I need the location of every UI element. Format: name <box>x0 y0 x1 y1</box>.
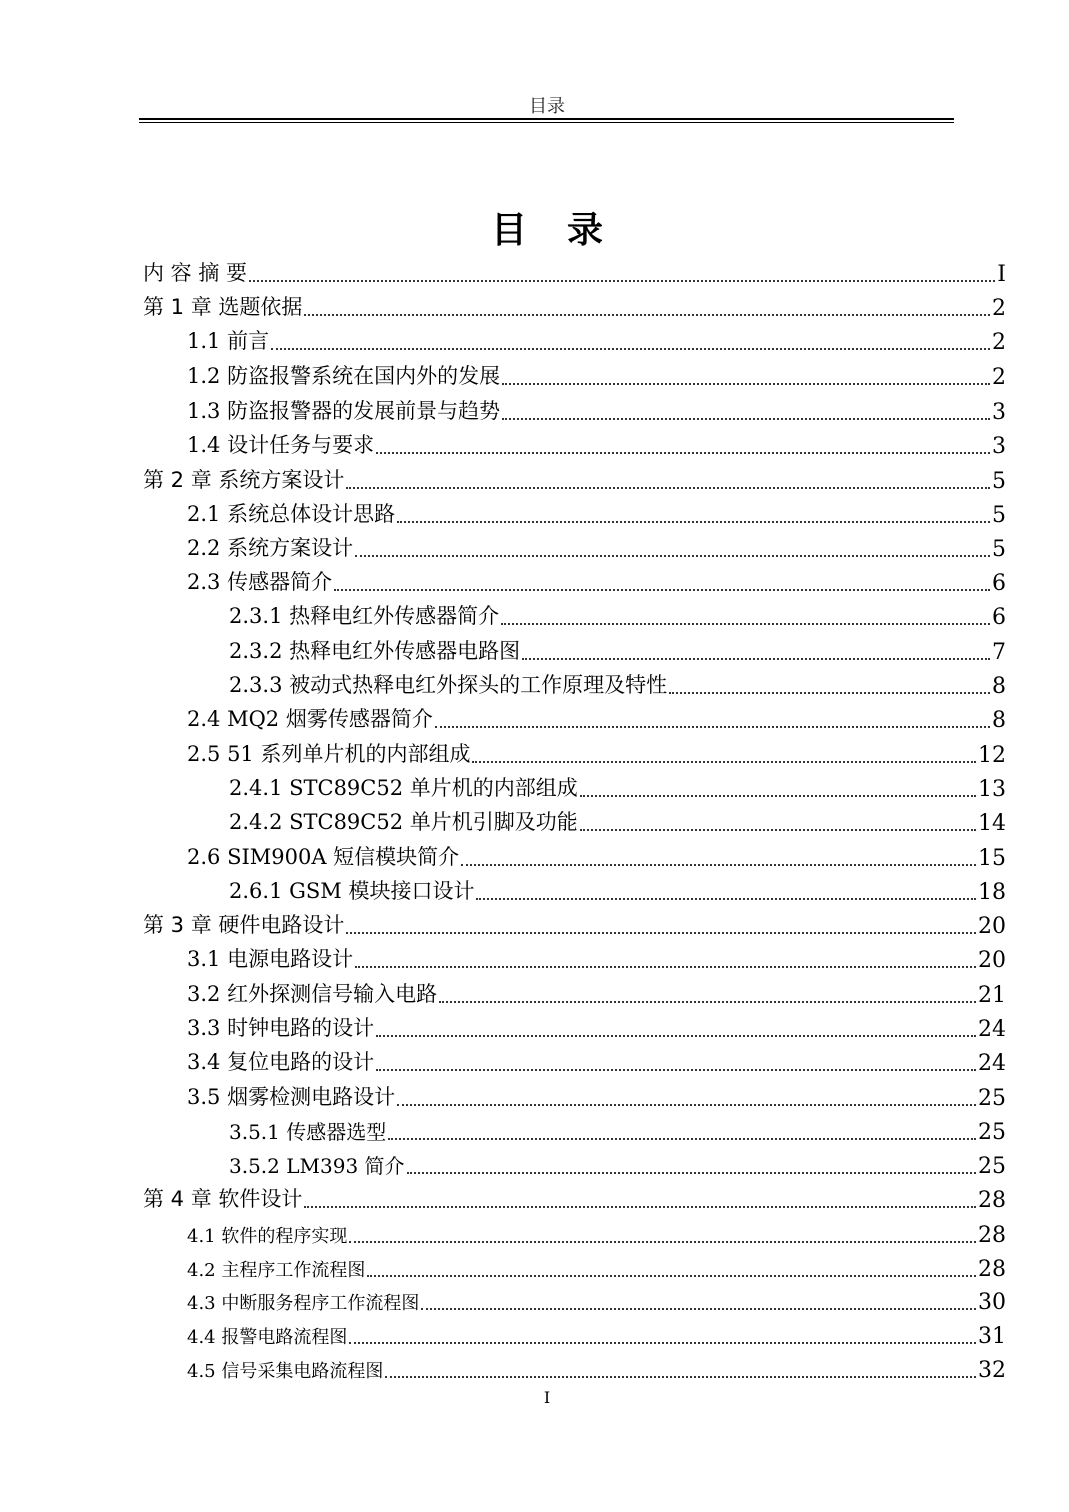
toc-entry[interactable] <box>143 253 1006 287</box>
toc-entry-page: 2 <box>992 365 1006 390</box>
toc-entry-page: 7 <box>992 640 1006 665</box>
toc-entry[interactable] <box>143 974 1006 1008</box>
dot-leader <box>367 1275 976 1277</box>
toc-entry[interactable] <box>143 665 1006 699</box>
toc-entry-page: 32 <box>978 1358 1006 1383</box>
toc-entry-title: 4.3 中断服务程序工作流程图 <box>187 1293 420 1314</box>
toc-entry[interactable] <box>143 871 1006 905</box>
toc-entry[interactable] <box>143 1315 1006 1349</box>
dot-leader <box>304 314 990 316</box>
toc-entry-page: 25 <box>978 1086 1006 1111</box>
toc-entry[interactable] <box>143 596 1006 630</box>
toc-entry-page: 5 <box>992 537 1006 562</box>
toc-entry[interactable] <box>143 1008 1006 1042</box>
dot-leader <box>669 692 990 694</box>
toc-entry-title: 1.4 设计任务与要求 <box>187 433 375 457</box>
dot-leader <box>502 383 990 385</box>
toc-entry[interactable] <box>143 1111 1006 1145</box>
toc-entry-title: 2.6.1 GSM 模块接口设计 <box>229 879 475 903</box>
toc-entry-page: 24 <box>978 1017 1006 1042</box>
page-number: I <box>543 1388 551 1407</box>
toc-entry-title: 第 2 章 系统方案设计 <box>143 468 345 492</box>
toc-entry[interactable] <box>143 494 1006 528</box>
toc-entry-title: 内 容 摘 要 <box>143 261 248 285</box>
dot-leader <box>346 487 990 489</box>
toc-entry-title: 4.5 信号采集电路流程图 <box>187 1361 384 1382</box>
toc-entry-title: 第 3 章 硬件电路设计 <box>143 913 345 937</box>
toc-entry-title: 1.3 防盗报警器的发展前景与趋势 <box>187 399 501 423</box>
toc-entry-page: 24 <box>978 1051 1006 1076</box>
toc-entry-title: 2.6 SIM900A 短信模块简介 <box>187 845 460 869</box>
toc-entry-title: 2.3.2 热释电红外传感器电路图 <box>229 639 521 663</box>
toc-entry-title: 2.1 系统总体设计思路 <box>187 502 396 526</box>
toc-entry-title: 2.3.3 被动式热释电红外探头的工作原理及特性 <box>229 673 668 697</box>
toc-entry[interactable] <box>143 425 1006 459</box>
toc-entry-page: 12 <box>978 743 1006 768</box>
dot-leader <box>397 1104 976 1106</box>
toc-entry-page: 3 <box>992 434 1006 459</box>
dot-leader <box>580 795 976 797</box>
toc-entry-title: 1.1 前言 <box>187 329 270 353</box>
toc-entry-title: 2.3 传感器简介 <box>187 570 333 594</box>
toc-entry-title: 3.5.2 LM393 简介 <box>229 1154 405 1178</box>
toc-entry-title: 2.2 系统方案设计 <box>187 536 354 560</box>
dot-leader <box>271 348 990 350</box>
toc-entry-title: 3.4 复位电路的设计 <box>187 1050 375 1074</box>
toc-entry-page: 2 <box>992 330 1006 355</box>
toc-entry-title: 4.2 主程序工作流程图 <box>187 1260 366 1281</box>
toc-entry-page: I <box>997 262 1006 287</box>
toc-entry-title: 3.3 时钟电路的设计 <box>187 1016 375 1040</box>
toc-entry-page: 21 <box>978 983 1006 1008</box>
toc-entry-title: 1.2 防盗报警系统在国内外的发展 <box>187 364 501 388</box>
toc-entry-page: 6 <box>992 571 1006 596</box>
dot-leader <box>421 1308 976 1310</box>
toc-entry[interactable] <box>143 356 1006 390</box>
dot-leader <box>355 966 976 968</box>
toc-entry-title: 3.1 电源电路设计 <box>187 947 354 971</box>
dot-leader <box>502 418 990 420</box>
dot-leader <box>580 829 976 831</box>
dot-leader <box>349 1241 976 1243</box>
toc-entry[interactable] <box>143 768 1006 802</box>
toc-entry[interactable] <box>143 391 1006 425</box>
toc-entry-page: 30 <box>978 1290 1006 1315</box>
toc-entry-page: 18 <box>978 880 1006 905</box>
toc-entry-page: 15 <box>978 846 1006 871</box>
toc-entry-page: 25 <box>978 1120 1006 1145</box>
dot-leader <box>501 623 990 625</box>
toc-entry[interactable] <box>143 905 1006 939</box>
toc-entry-page: 28 <box>978 1257 1006 1282</box>
dot-leader <box>435 726 990 728</box>
toc-entry-title: 2.4 MQ2 烟雾传感器简介 <box>187 707 433 731</box>
toc-entry-page: 6 <box>992 605 1006 630</box>
toc-entry[interactable] <box>143 1145 1006 1179</box>
dot-leader <box>397 521 990 523</box>
toc-entry[interactable] <box>143 1281 1006 1315</box>
toc-entry[interactable] <box>143 562 1006 596</box>
toc-entry[interactable] <box>143 1248 1006 1282</box>
toc-entry[interactable] <box>143 734 1006 768</box>
dot-leader <box>388 1138 976 1140</box>
toc-entry-page: 13 <box>978 777 1006 802</box>
dot-leader <box>376 1035 976 1037</box>
dot-leader <box>346 932 976 934</box>
dot-leader <box>385 1376 976 1378</box>
toc-entry-page: 20 <box>978 914 1006 939</box>
toc-entry-page: 5 <box>992 469 1006 494</box>
dot-leader <box>304 1206 976 1208</box>
toc-entry[interactable] <box>143 837 1006 871</box>
toc-entry-title: 3.5.1 传感器选型 <box>229 1120 387 1144</box>
dot-leader <box>472 761 976 763</box>
toc-entry[interactable] <box>143 699 1006 733</box>
toc-entry[interactable] <box>143 802 1006 836</box>
header-rule <box>139 118 954 120</box>
toc-entry-title: 4.4 报警电路流程图 <box>187 1327 348 1348</box>
running-header: 目录 <box>529 96 565 117</box>
toc-entry[interactable] <box>143 287 1006 321</box>
toc-entry[interactable] <box>143 460 1006 494</box>
dot-leader <box>376 1069 976 1071</box>
toc-entry-page: 5 <box>992 503 1006 528</box>
toc-title: 目录 <box>490 210 643 251</box>
dot-leader <box>407 1172 976 1174</box>
toc-entry[interactable] <box>143 1214 1006 1248</box>
toc-entry[interactable] <box>143 528 1006 562</box>
toc-entry-page: 20 <box>978 948 1006 973</box>
dot-leader <box>249 280 995 282</box>
toc-entry[interactable] <box>143 1042 1006 1076</box>
toc-entry-page: 31 <box>978 1324 1006 1349</box>
toc-entry-title: 4.1 软件的程序实现 <box>187 1226 348 1247</box>
toc-entry-title: 2.3.1 热释电红外传感器简介 <box>229 604 500 628</box>
header-rule-thin <box>139 122 954 123</box>
toc-entry[interactable] <box>143 631 1006 665</box>
toc-entry-page: 25 <box>978 1154 1006 1179</box>
dot-leader <box>376 452 990 454</box>
toc-entry-title: 第 1 章 选题依据 <box>143 295 303 319</box>
dot-leader <box>439 1001 976 1003</box>
dot-leader <box>334 589 990 591</box>
toc-entry-page: 8 <box>992 708 1006 733</box>
toc-entry-title: 2.4.2 STC89C52 单片机引脚及功能 <box>229 810 578 834</box>
toc-entry[interactable] <box>143 1349 1006 1383</box>
toc-entry-title: 3.2 红外探测信号输入电路 <box>187 982 438 1006</box>
toc-entry-title: 2.4.1 STC89C52 单片机的内部组成 <box>229 776 578 800</box>
toc-entry[interactable] <box>143 939 1006 973</box>
dot-leader <box>476 898 976 900</box>
toc-entry-page: 14 <box>978 811 1006 836</box>
toc-entry-page: 8 <box>992 674 1006 699</box>
toc-entry-page: 28 <box>978 1188 1006 1213</box>
toc-entry-page: 3 <box>992 400 1006 425</box>
toc-entry-page: 28 <box>978 1223 1006 1248</box>
toc-entry[interactable] <box>143 1179 1006 1213</box>
dot-leader <box>461 864 976 866</box>
toc-entry[interactable] <box>143 1077 1006 1111</box>
dot-leader <box>355 555 990 557</box>
toc-entry-title: 2.5 51 系列单片机的内部组成 <box>187 742 471 766</box>
toc-entry-page: 2 <box>992 296 1006 321</box>
toc-entry-title: 3.5 烟雾检测电路设计 <box>187 1085 396 1109</box>
toc-entry-title: 第 4 章 软件设计 <box>143 1187 303 1211</box>
toc-entry[interactable] <box>143 321 1006 355</box>
dot-leader <box>349 1342 976 1344</box>
dot-leader <box>522 658 990 660</box>
